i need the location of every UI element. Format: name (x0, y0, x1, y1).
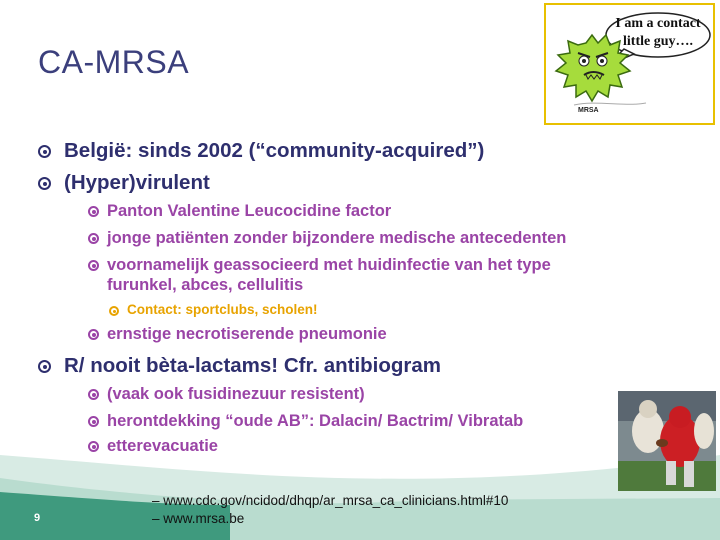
bullet-marker-icon (38, 145, 51, 158)
bullet-item: ernstige necrotiserende pneumonie (107, 325, 387, 343)
bullet-item: Contact: sportclubs, scholen! (127, 302, 318, 317)
bullet-marker-icon (88, 206, 99, 217)
bullet-item: R/ nooit bèta-lactams! Cfr. antibiogram (64, 354, 442, 377)
football-photo (618, 391, 716, 491)
bullet-item: België: sinds 2002 (“community-acquired”) (64, 139, 485, 162)
bullet-marker-icon (109, 306, 119, 316)
bullet-marker-icon (38, 360, 51, 373)
bullet-marker-icon (88, 233, 99, 244)
bullet-item: (Hyper)virulent (64, 171, 210, 194)
bullet-marker-icon (38, 177, 51, 190)
bullet-marker-icon (88, 329, 99, 340)
speech-text-line1: I am a contact (615, 16, 701, 31)
reference-link[interactable]: – www.mrsa.be (152, 511, 245, 526)
germ-label: MRSA (578, 107, 599, 114)
bullet-item: herontdekking “oude AB”: Dalacin/ Bactrim/ Vibratab (107, 412, 524, 430)
bullet-item: jonge patiënten zonder bijzondere medische antecedenten (107, 229, 567, 247)
speech-text-line2: little guy…. (623, 34, 693, 49)
bullet-marker-icon (88, 260, 99, 271)
references (152, 492, 508, 528)
bullet-marker-icon (88, 416, 99, 427)
bullet-marker-icon (88, 441, 99, 452)
bullet-item: Panton Valentine Leucocidine factor (107, 202, 392, 220)
bullet-marker-icon (88, 389, 99, 400)
page-number: 9 (34, 512, 41, 524)
bullet-item: etterevacuatie (107, 437, 218, 455)
bullet-item: (vaak ook fusidinezuur resistent) (107, 385, 365, 403)
slide-title: CA-MRSA (38, 44, 190, 80)
bullet-item: voornamelijk geassocieerd met huidinfectie van het type (107, 256, 551, 274)
reference-link[interactable]: – www.cdc.gov/ncidod/dhqp/ar_mrsa_ca_clinicians.html#10 (152, 493, 509, 508)
bullet-item-continuation: furunkel, abces, cellulitis (107, 276, 304, 294)
